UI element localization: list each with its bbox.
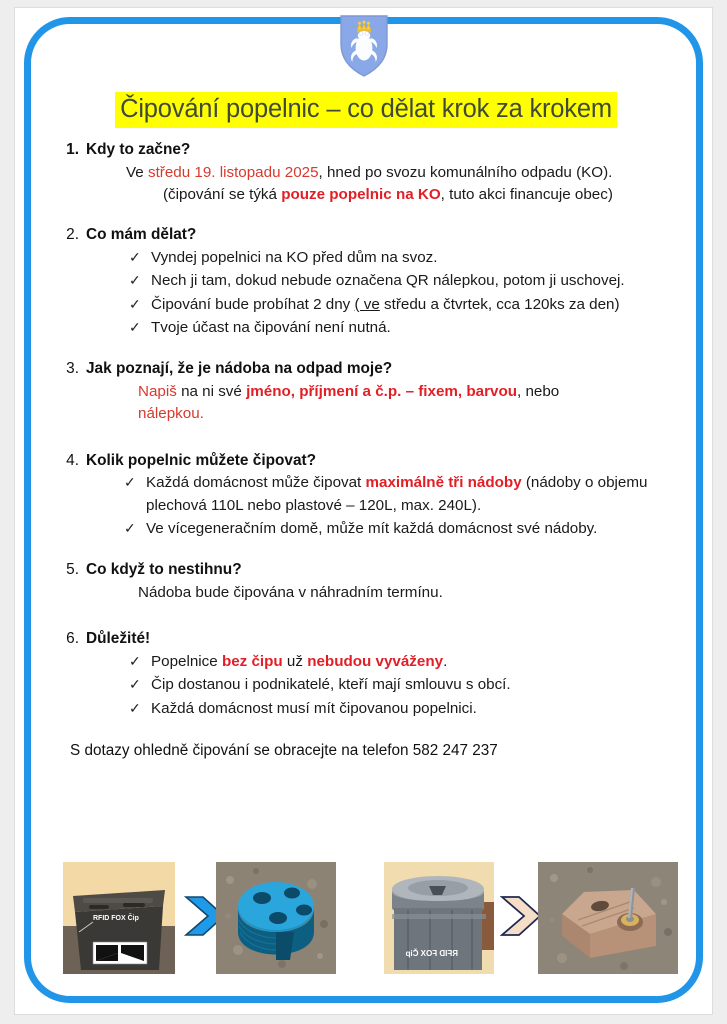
- s1-l1-post: , hned po svozu komunálního odpadu (KO).: [318, 163, 613, 181]
- section-5-heading: [56, 559, 676, 582]
- section-4-heading: [56, 450, 676, 473]
- s1-l2-post: , tuto akci financuje obec): [440, 186, 613, 204]
- section-1-line-1: [126, 162, 676, 184]
- s1-l1-date: středu 19. listopadu 2025: [147, 163, 319, 181]
- s4-item-1-post: (nádoby o objemu plechová 110L nebo plastové – 120L, max. 240L).: [146, 474, 648, 514]
- section-1-line-2: [163, 184, 676, 206]
- section-5-heading-text: Co když to nestihnu?: [86, 561, 242, 579]
- s2-item-3-pre: Čipování bude probíhat 2 dny: [151, 295, 355, 313]
- s1-l2-emph: pouze popelnic na KO: [281, 186, 441, 204]
- s2-item-3-post: středu a čtvrtek, cca 120ks za den): [379, 295, 620, 313]
- section-1-heading: [56, 139, 676, 162]
- section-6: [56, 628, 676, 720]
- crest-container: [0, 14, 727, 83]
- section-1-number: 1.: [66, 141, 79, 159]
- s6-item-3: Každá domácnost musí mít čipovanou popelnici.: [151, 699, 477, 717]
- check-icon: ✓: [129, 319, 141, 336]
- check-icon: ✓: [129, 676, 141, 693]
- s2-item-4: Tvoje účast na čipování není nutná.: [151, 319, 391, 337]
- list-item: [124, 518, 676, 540]
- s4-item-1-emph: maximálně tři nádoby: [365, 474, 522, 492]
- section-6-list: [129, 651, 676, 720]
- section-2: [56, 224, 676, 339]
- section-6-heading: [56, 628, 676, 651]
- svg-text:RFID FOX Čip: RFID FOX Čip: [405, 949, 458, 958]
- beige-rfid-chip-with-screw-photo: [538, 862, 678, 974]
- section-5-line-1: Nádoba bude čipována v náhradním termínu.: [138, 584, 443, 602]
- check-icon: ✓: [129, 295, 141, 312]
- plastic-bin-with-rfid-chip-photo: [63, 862, 175, 974]
- section-3: [56, 358, 676, 425]
- list-item: [129, 294, 676, 316]
- s3-l2: nálepkou.: [138, 405, 204, 423]
- section-4-list: [124, 472, 676, 540]
- photo-strip: [60, 862, 680, 974]
- section-5-number: 5.: [66, 561, 79, 579]
- list-item: [129, 247, 676, 269]
- check-icon: ✓: [129, 272, 141, 289]
- list-item: [129, 270, 676, 292]
- poster-content: [56, 92, 676, 760]
- section-3-number: 3.: [66, 360, 79, 378]
- s3-l1-verb: Napiš: [138, 383, 177, 401]
- s4-item-1-pre: Každá domácnost může čipovat: [146, 474, 366, 492]
- check-icon: ✓: [124, 474, 136, 491]
- section-4: [56, 450, 676, 541]
- section-5: [56, 559, 676, 604]
- section-4-number: 4.: [66, 451, 79, 469]
- s2-item-3-underline: ( ve: [354, 295, 380, 313]
- s6-item-1-post: .: [443, 653, 448, 671]
- list-item: [129, 651, 676, 673]
- section-2-heading-text: Co mám dělat?: [86, 226, 197, 244]
- section-2-number: 2.: [66, 226, 79, 244]
- contact-line: S dotazy ohledně čipování se obracejte na telefon 582 247 237: [70, 742, 498, 760]
- section-6-heading-text: Důležité!: [86, 630, 151, 648]
- s4-item-2: Ve vícegeneračním domě, může mít každá domácnost své nádoby.: [146, 520, 598, 538]
- s3-l1-mid: na ni své: [176, 383, 247, 401]
- s1-l2-pre: (čipování se týká: [163, 186, 282, 204]
- s2-item-2: Nech ji tam, dokud nebude označena QR nálepkou, potom ji uschovej.: [151, 272, 625, 290]
- section-3-line-1: [138, 381, 676, 403]
- s6-item-1-emph-b: nebudou vyváženy: [307, 653, 444, 671]
- metal-bin-with-rfid-chip-photo: [384, 862, 494, 974]
- section-2-list: [129, 247, 676, 339]
- check-icon: ✓: [129, 699, 141, 716]
- section-1-heading-text: Kdy to začne?: [86, 141, 191, 159]
- s6-item-1-mid: už: [282, 653, 308, 671]
- section-3-line-2: [138, 403, 676, 425]
- s2-item-1: Vyndej popelnici na KO před dům na svoz.: [151, 249, 438, 267]
- check-icon: ✓: [129, 653, 141, 670]
- list-item: [129, 674, 676, 696]
- s1-l1-pre: Ve: [126, 163, 148, 181]
- s6-item-2: Čip dostanou i podnikatelé, kteří mají smlouvu s obcí.: [151, 676, 511, 694]
- section-4-heading-text: Kolik popelnic můžete čipovat?: [86, 451, 317, 469]
- blue-round-rfid-chip-photo: [216, 862, 336, 974]
- section-3-heading: [56, 358, 676, 381]
- check-icon: ✓: [124, 520, 136, 537]
- chevron-arrow-peach: [500, 894, 542, 943]
- title-row: [56, 92, 676, 128]
- s6-item-1-emph-a: bez čipu: [221, 653, 283, 671]
- list-item: [129, 317, 676, 339]
- page-title: Čipování popelnic – co dělat krok za krokem: [115, 92, 617, 128]
- section-3-heading-text: Jak poznají, že je nádoba na odpad moje?: [86, 360, 393, 378]
- s3-l1-post: , nebo: [517, 383, 560, 401]
- s3-l1-emph: jméno, příjmení a č.p. – fixem, barvou: [246, 383, 517, 401]
- section-1: [56, 139, 676, 206]
- s6-item-1-pre: Popelnice: [151, 653, 222, 671]
- svg-text:RFID FOX Čip: RFID FOX Čip: [93, 915, 139, 922]
- list-item: [124, 472, 676, 517]
- section-2-heading: [56, 224, 676, 247]
- check-icon: ✓: [129, 249, 141, 266]
- list-item: [129, 698, 676, 720]
- coat-of-arms-icon: [338, 14, 390, 83]
- section-6-number: 6.: [66, 630, 79, 648]
